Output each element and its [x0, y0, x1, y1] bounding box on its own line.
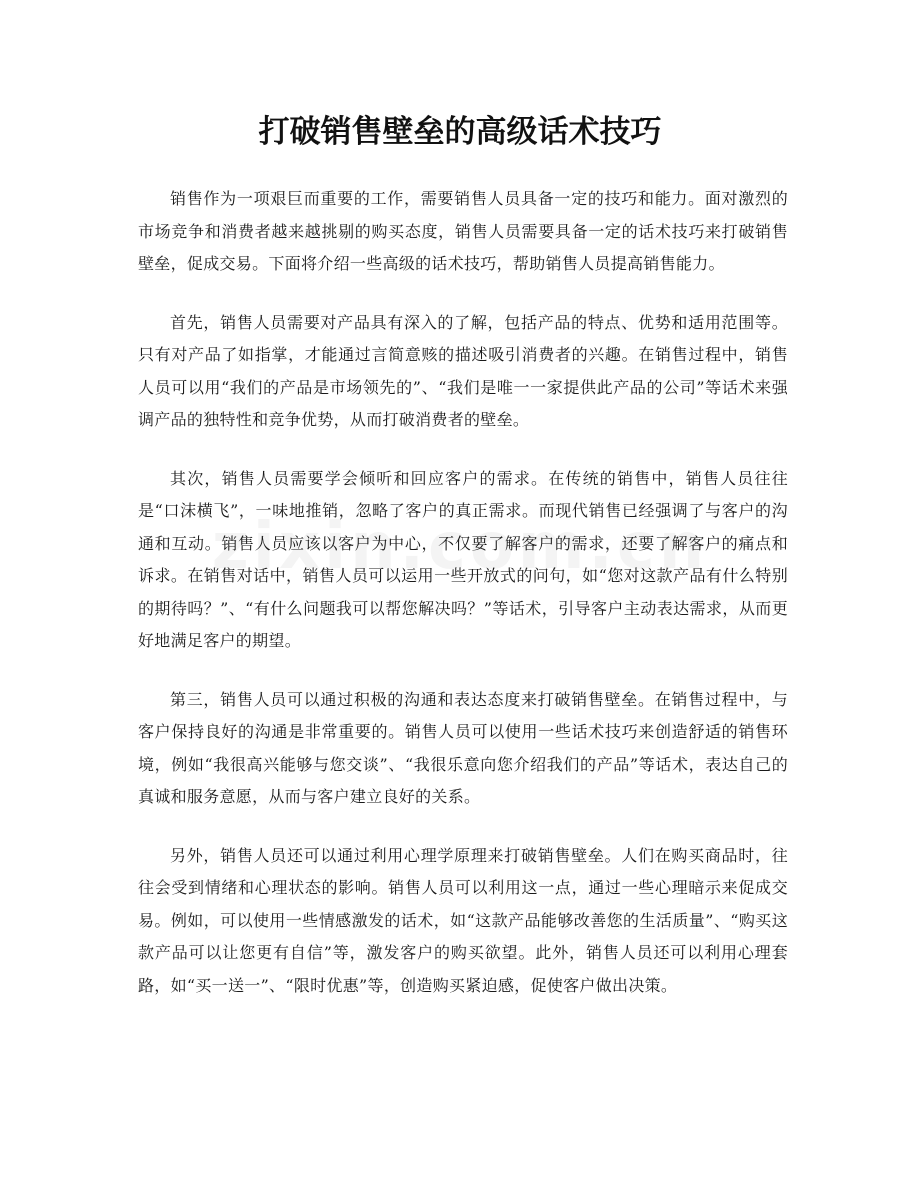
document-body [138, 183, 788, 1028]
document-title: 打破销售壁垒的高级话术技巧 [258, 114, 662, 150]
paragraph-additional: 另外，销售人员还可以通过利用心理学原理来打破销售壁垒。人们在购买商品时，往往会受到情绪和心理状态的影响。销售人员可以利用这一点，通过一些心理暗示来促成交易。例如，可以使用一些情感激发的话术，如“这款产品能够改善您的生活质量”、“购买这款产品可以让您更有自信”等，激发客户的购买欲望。此外，销售人员还可以利用心理套路，如“买一送一”、“限时优惠”等，创造购买紧迫感，促使客户做出决策。 [138, 845, 788, 995]
paragraph-third: 第三，销售人员可以通过积极的沟通和表达态度来打破销售壁垒。在销售过程中，与客户保持良好的沟通是非常重要的。销售人员可以使用一些话术技巧来创造舒适的销售环境，例如“我很高兴能够与您交谈”、“我很乐意向您介绍我们的产品”等话术，表达自己的真诚和服务意愿，从而与客户建立良好的关系。 [138, 689, 788, 806]
paragraph-intro: 销售作为一项艰巨而重要的工作，需要销售人员具备一定的技巧和能力。面对激烈的市场竞争和消费者越来越挑剔的购买态度，销售人员需要具备一定的话术技巧来打破销售壁垒，促成交易。下面将介绍一些高级的话术技巧，帮助销售人员提高销售能力。 [138, 189, 788, 273]
paragraph-second: 其次，销售人员需要学会倾听和回应客户的需求。在传统的销售中，销售人员往往是“口沫横飞”，一味地推销，忽略了客户的真正需求。而现代销售已经强调了与客户的沟通和互动。销售人员应该以客户为中心，不仅要了解客户的需求，还要了解客户的痛点和诉求。在销售对话中，销售人员可以运用一些开放式的问句，如“您对这款产品有什么特别的期待吗？”、“有什么问题我可以帮您解决吗？”等话术，引导客户主动表达需求，从而更好地满足客户的期望。 [138, 468, 788, 650]
paragraph-first: 首先，销售人员需要对产品具有深入的了解，包括产品的特点、优势和适用范围等。只有对产品了如指掌，才能通过言简意赅的描述吸引消费者的兴趣。在销售过程中，销售人员可以用“我们的产品是市场领先的”、“我们是唯一一家提供此产品的公司”等话术来强调产品的独特性和竞争优势，从而打破消费者的壁垒。 [138, 312, 788, 429]
